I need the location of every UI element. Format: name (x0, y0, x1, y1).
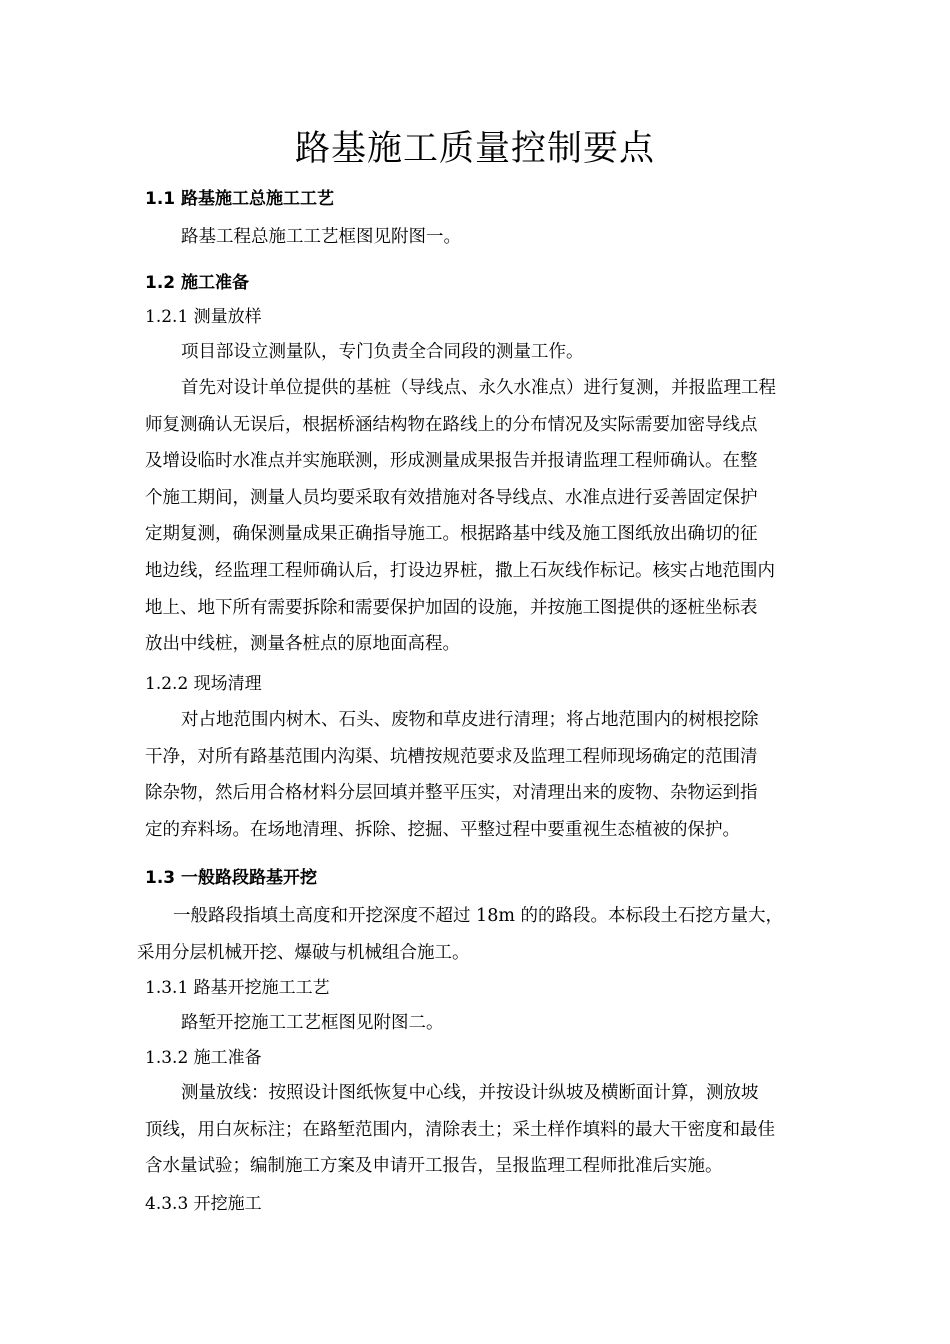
section-1-2-1-p1 (145, 334, 584, 371)
paragraph-line: 路堑开挖施工工艺框图见附图二。 (181, 1013, 444, 1033)
document-title: 路基施工质量控制要点 (294, 129, 655, 169)
section-heading-4-3-3: 4.3.3 开挖施工 (145, 1194, 262, 1214)
section-1-2-1-p2 (145, 370, 776, 663)
section-1-2-2-text (145, 702, 759, 848)
paragraph-line: 对占地范围内树木、石头、废物和草皮进行清理；将占地范围内的树根挖除 (181, 710, 759, 730)
paragraph-line: 首先对设计单位提供的基桩（导线点、永久水准点）进行复测，并报监理工程 (181, 378, 776, 398)
paragraph-line: 定的弃料场。在场地清理、拆除、挖掘、平整过程中要重视生态植被的保护。 (145, 819, 740, 840)
paragraph-line: 测量放线：按照设计图纸恢复中心线，并按设计纵坡及横断面计算，测放坡 (181, 1083, 759, 1103)
paragraph-line: 含水量试验；编制施工方案及申请开工报告，呈报监理工程师批准后实施。 (145, 1156, 723, 1177)
paragraph-line: 地上、地下所有需要拆除和需要保护加固的设施，并按施工图提供的逐桩坐标表 (145, 597, 758, 618)
section-heading-1-1: 1.1 路基施工总施工工艺 (145, 189, 335, 209)
paragraph-line: 放出中线桩，测量各桩点的原地面高程。 (145, 634, 460, 655)
section-heading-1-2-1: 1.2.1 测量放样 (145, 307, 262, 327)
paragraph-line: 项目部设立测量队，专门负责全合同段的测量工作。 (181, 342, 584, 362)
section-heading-1-3-2: 1.3.2 施工准备 (145, 1048, 262, 1068)
section-1-3-1-text (145, 1005, 444, 1042)
paragraph-line: 除杂物，然后用合格材料分层回填并整平压实，对清理出来的废物、杂物运到指 (145, 783, 758, 804)
paragraph-line: 干净，对所有路基范围内沟渠、坑槽按规范要求及监理工程师现场确定的范围清 (145, 746, 758, 767)
paragraph-line: 一般路段指填土高度和开挖深度不超过 18m 的的路段。本标段土石挖方量大， (173, 906, 783, 926)
paragraph-line: 个施工期间，测量人员均要采取有效措施对各导线点、水准点进行妥善固定保护 (145, 487, 758, 508)
paragraph-line: 地边线，经监理工程师确认后，打设边界桩，撒上石灰线作标记。核实占地范围内 (145, 560, 775, 581)
section-heading-1-3: 1.3 一般路段路基开挖 (145, 868, 318, 888)
section-1-3-2-text (145, 1075, 775, 1185)
paragraph-line: 采用分层机械开挖、爆破与机械组合施工。 (137, 942, 470, 963)
paragraph-line: 师复测确认无误后，根据桥涵结构物在路线上的分布情况及实际需要加密导线点 (145, 414, 758, 435)
paragraph-line: 及增设临时水准点并实施联测，形成测量成果报告并报请监理工程师确认。在整 (145, 451, 758, 472)
paragraph-line: 路基工程总施工工艺框图见附图一。 (181, 227, 461, 247)
paragraph-line: 定期复测，确保测量成果正确指导施工。根据路基中线及施工图纸放出确切的征 (145, 524, 758, 545)
section-heading-1-2: 1.2 施工准备 (145, 273, 250, 293)
section-1-3-text (137, 898, 783, 971)
section-heading-1-3-1: 1.3.1 路基开挖施工工艺 (145, 978, 330, 998)
section-heading-1-2-2: 1.2.2 现场清理 (145, 674, 262, 694)
paragraph-line: 顶线，用白灰标注；在路堑范围内，清除表土；采土样作填料的最大干密度和最佳 (145, 1119, 775, 1140)
section-1-1-text (145, 219, 461, 256)
